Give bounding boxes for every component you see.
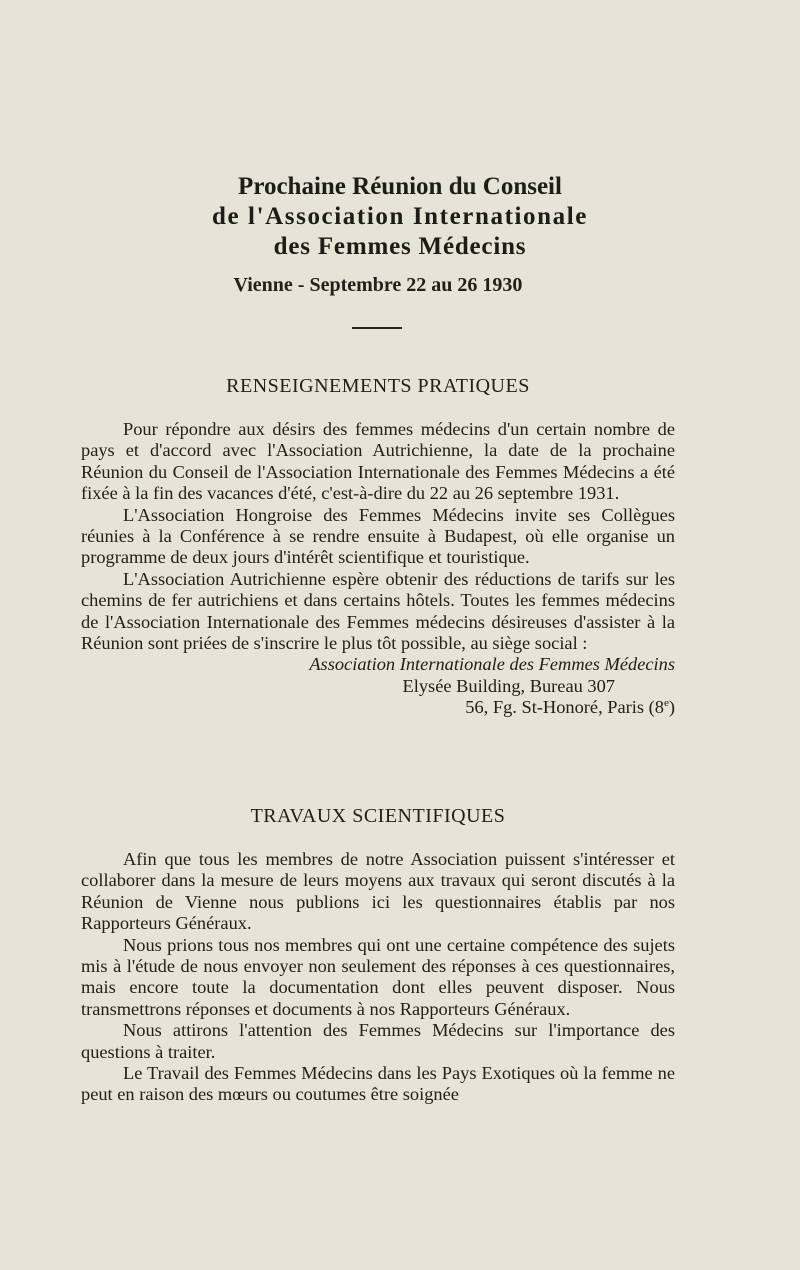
- address-line-2-close: ): [668, 697, 675, 718]
- paragraph: L'Association Hongroise des Femmes Médecins invite ses Collègues réunies à la Conférence à se rendre ensuite à Budapest, où elle organise un programme de deux jours d'intérêt scientifique et touristique.: [81, 504, 675, 568]
- address-line-1: Elysée Building, Bureau 307: [402, 675, 615, 696]
- meeting-date: Vienne - Septembre 22 au 26 1930: [233, 274, 523, 296]
- paragraph: Pour répondre aux désirs des femmes médecins d'un certain nombre de pays et d'accord avec l'Association Autrichienne, la date de la prochaine Réunion du Conseil de l'Association Internationale des Femmes Médecins a été fixée à la fin des vacances d'été, c'est-à-dire du 22 au 26 septembre 1931.: [81, 419, 675, 504]
- section-heading-travaux: TRAVAUX SCIENTIFIQUES: [250, 805, 506, 827]
- title-line-3: des Femmes Médecins: [273, 233, 527, 260]
- section-heading-renseignements: RENSEIGNEMENTS PRATIQUES: [226, 375, 530, 397]
- paragraph: Nous attirons l'attention des Femmes Médecins sur l'importance des questions à traiter.: [81, 1020, 675, 1062]
- address-superscript: e: [663, 697, 669, 710]
- page-title: [0, 172, 800, 262]
- divider: [352, 327, 402, 329]
- paragraph: Nous prions tous nos membres qui ont une certaine compétence des sujets mis à l'étude de nous envoyer non seulement des réponses à ces questionnaires, mais encore toute la documentation dont elles peuvent disposer. Nous transmettrons réponses et documents à nos Rapporteurs Généraux.: [81, 934, 675, 1019]
- paragraph: Le Travail des Femmes Médecins dans les Pays Exotiques où la femme ne peut en raison des mœurs ou coutumes être soignée: [81, 1063, 675, 1105]
- title-line-1: Prochaine Réunion du Conseil: [238, 173, 562, 200]
- section-body-renseignements: [81, 419, 675, 719]
- address-block: [81, 654, 675, 718]
- address-line-2: [81, 697, 675, 718]
- paragraph: Afin que tous les membres de notre Association puissent s'intéresser et collaborer dans la mesure de leurs moyens aux travaux qui seront discutés à la Réunion de Vienne nous publions ici les questionnaires établis par nos Rapporteurs Généraux.: [81, 849, 675, 934]
- section-body-travaux: [81, 849, 675, 1106]
- address-line-2-text: 56, Fg. St-Honoré, Paris (8: [465, 697, 664, 718]
- title-line-2: de l'Association Internationale: [212, 203, 588, 230]
- address-organization: Association Internationale des Femmes Médecins: [309, 654, 675, 675]
- paragraph: L'Association Autrichienne espère obtenir des réductions de tarifs sur les chemins de fer autrichiens et dans certains hôtels. Toutes les femmes médecins de l'Association Internationale des Femmes médecins désireuses d'assister à la Réunion sont priées de s'inscrire le plus tôt possible, au siège social :: [81, 568, 675, 654]
